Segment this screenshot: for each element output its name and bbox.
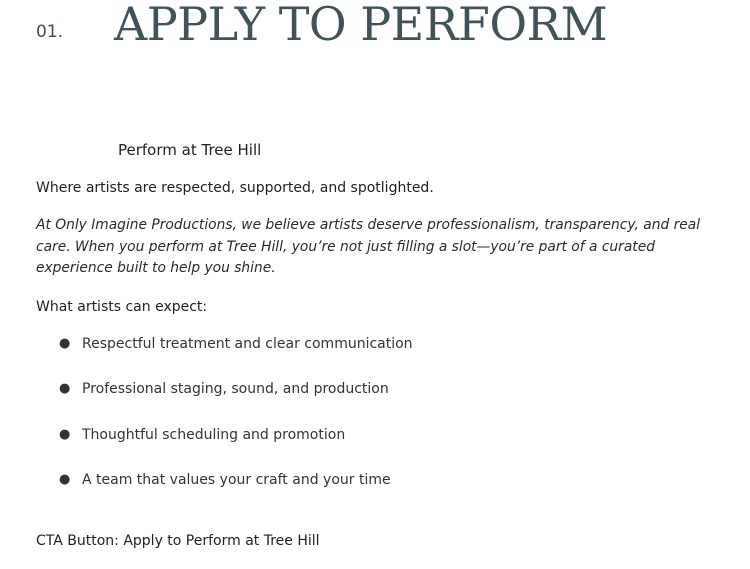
bullet-icon: ● (59, 381, 71, 397)
bullet-icon: ● (59, 426, 71, 442)
expect-heading: What artists can expect: (36, 299, 208, 315)
page-title: APPLY TO PERFORM (114, 0, 608, 51)
tagline: Where artists are respected, supported, and spotlighted. (36, 180, 434, 196)
cta-note: CTA Button: Apply to Perform at Tree Hill (36, 533, 320, 549)
subtitle: Perform at Tree Hill (118, 141, 262, 159)
list-item-text: Respectful treatment and clear communication (82, 336, 413, 352)
bullet-icon: ● (59, 471, 71, 487)
intro-paragraph: At Only Imagine Productions, we believe artists deserve professionalism, transparency, and real care. When you perform at Tree Hill, you’re not just filling a slot—you’re part of a curated experience built to help you shine. (36, 217, 701, 276)
bullet-icon: ● (59, 336, 71, 351)
list-item-text: A team that values your craft and your time (82, 471, 391, 488)
list-item-text: Thoughtful scheduling and promotion (82, 426, 346, 443)
section-number: 01. (36, 22, 64, 42)
list-item-text: Professional staging, sound, and production (82, 381, 389, 398)
